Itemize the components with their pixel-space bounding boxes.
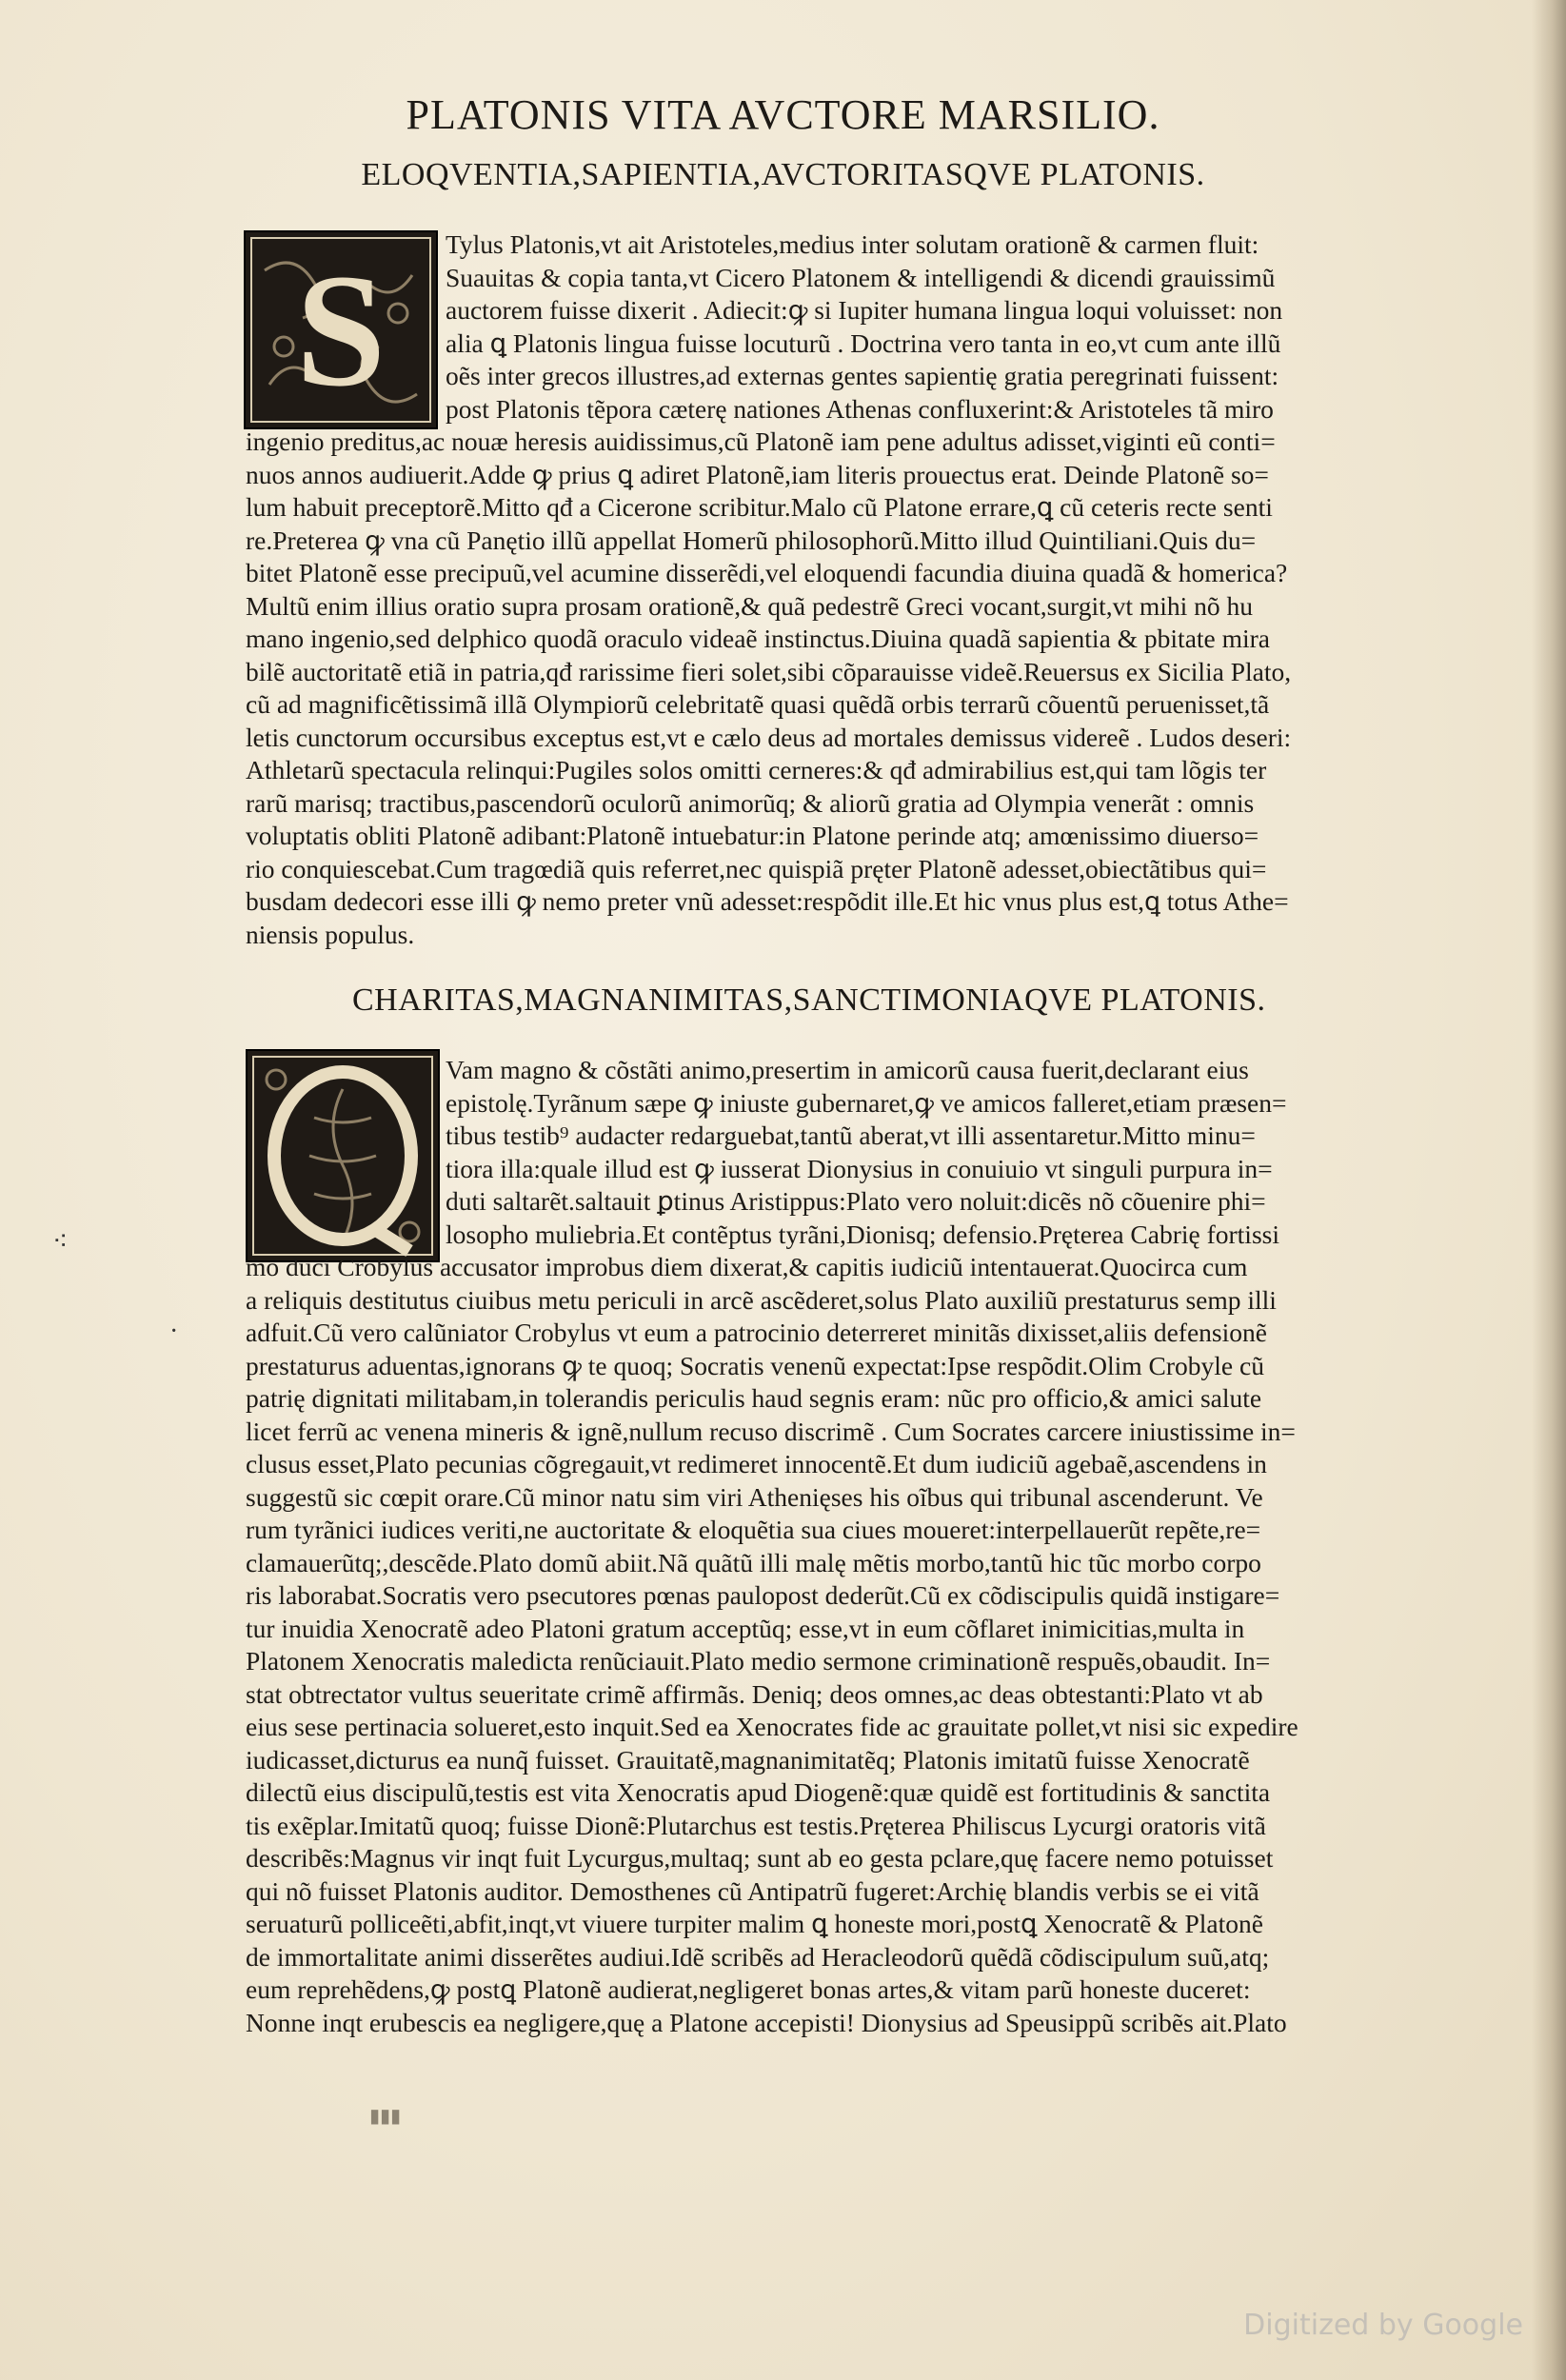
- text-line: voluptatis obliti Platonẽ adibant:Platonẽ intuebatur:in Platone perinde atq; amœnissimo diuerso=: [246, 821, 1259, 850]
- page-edge-shadow: [1532, 0, 1566, 2380]
- text-line: dilectũ eius discipulũ,testis est vita Xenocratis apud Diogenẽ:quæ quidẽ est fortitudinis & sanctita: [246, 1777, 1271, 1807]
- text-line: auctorem fuisse dixerit . Adiecit:ꝙ si Iupiter humana lingua loqui voluisset: non: [446, 295, 1283, 325]
- digitization-watermark: Digitized by Google: [1243, 2309, 1523, 2342]
- text-line: Tylus Platonis,vt ait Aristoteles,medius inter solutam orationẽ & carmen fluit:: [446, 229, 1259, 259]
- text-line: ingenio preditus,ac nouæ heresis auidissimus,cũ Platonẽ iam pene adultus adisset,viginti eũ conti=: [246, 426, 1276, 456]
- text-line: nuos annos audiuerit.Adde ꝙ prius ꝗ adiret Platonẽ,iam literis prouectus erat. Deinde Platonẽ so=: [246, 459, 1269, 489]
- text-line: tibus testib⁹ audacter redarguebat,tantũ aberat,vt illi assentaretur.Mitto minu=: [446, 1121, 1256, 1150]
- text-line: clusus esset,Plato pecunias cõgregauit,vt redimeret innocentẽ.Et dum iudiciũ agebaẽ,ascendens in: [246, 1449, 1267, 1478]
- text-line: Suauitas & copia tanta,vt Cicero Platonem & intelligendi & dicendi grauissimũ: [446, 262, 1276, 292]
- text-line: mo duci Crobylus accusator improbus diem dixerat,& capitis iudiciũ intentauerat.Quocirca cum: [246, 1252, 1248, 1281]
- text-line: rum tyrãnici iudices veriti,ne auctoritate & eloquẽtia sua ciues moueret:interpellauerũt repẽte,re=: [246, 1515, 1261, 1544]
- text-line: tur inuidia Xenocratẽ adeo Platoni gratum acceptũq; esse,vt in eum cõflaret inimicitias,multa in: [246, 1613, 1245, 1643]
- text-line: eius sese pertinacia solueret,esto inquit.Sed ea Xenocrates fide ac grauitate pollet,vt nisi sic expedire: [246, 1712, 1298, 1741]
- ink-smudge: ⁖: [52, 1227, 69, 1257]
- text-line: eum reprehẽdens,ꝙ postꝗ Platonẽ audierat,negligeret bonas artes,& vitam parũ honeste duceret:: [246, 1974, 1251, 2004]
- section-body-charitas: [246, 1054, 1331, 2039]
- section-body-eloquentia: [246, 228, 1331, 951]
- text-line: adfuit.Cũ vero calũniator Crobylus vt eum a patrocinio deterreret minitãs dixisset,aliis defensionẽ: [246, 1318, 1267, 1347]
- text-line: oẽs inter grecos illustres,ad externas gentes sapientię gratia peregrinati fuissent:: [446, 361, 1279, 390]
- text-line: Multũ enim illius oratio supra prosam orationẽ,& quã pedestrẽ Greci vocant,surgit,vt mihi nõ hu: [246, 590, 1254, 621]
- text-line: rio conquiescebat.Cum tragœdiã quis referret,nec quispiã pręter Platonẽ adesset,obiectãtibus qui=: [246, 853, 1267, 883]
- text-line: epistolę.Tyrãnum sæpe ꝙ iniuste gubernaret,ꝙ ve amicos falleret,etiam præsen=: [446, 1087, 1287, 1118]
- page-title: PLATONIS VITA AVCTORE MARSILIO.: [406, 91, 1160, 138]
- text-line: Nonne inqt erubescis ea negligere,quę a Platone accepisti! Dionysius ad Speusippũ scribẽs ait.Plato: [246, 2007, 1287, 2037]
- text-line: licet ferrũ ac venena mineris & ignẽ,nullum recuso discrimẽ . Cum Socrates carcere iniustissime in=: [246, 1416, 1296, 1446]
- text-line: clamauerũtq;,descẽde.Plato domũ abiit.Nã quãtũ illi malę mẽtis morbo,tantũ hic tũc morbo corpo: [246, 1547, 1261, 1577]
- text-line: niensis populus.: [246, 919, 415, 949]
- text-line: re.Preterea ꝙ vna cũ Panętio illũ appellat Homerũ philosophorũ.Mitto illud Quintiliani.Quis du=: [246, 525, 1257, 555]
- text-line: rarũ marisq; tractibus,pascendorũ oculorũ animorũq; & aliorũ gratia ad Olympia venerãt : omnis: [246, 787, 1255, 818]
- text-line: busdam dedecori esse illi ꝙ nemo preter vnũ adesset:respõdit ille.Et hic vnus plus est,ꝗ totus Athe=: [246, 886, 1289, 916]
- svg-text:S: S: [295, 241, 387, 420]
- text-line: de immortalitate animi disserẽtes audiui.Idẽ scribẽs ad Heracleodorũ quẽdã cõdiscipulum suũ,atq;: [246, 1941, 1270, 1972]
- bleed-through-mark: ▮▮▮: [369, 2106, 402, 2127]
- text-line: seruaturũ polliceẽti,abfit,inqt,vt viuere turpiter malim ꝗ honeste mori,postꝗ Xenocratẽ & Platonẽ: [246, 1909, 1263, 1938]
- text-line: Platonem Xenocratis maledicta renũciauit.Plato medio sermone criminationẽ respuẽs,obaudit. In=: [246, 1646, 1271, 1676]
- text-line: a reliquis destitutus ciuibus metu periculi in arcẽ ascẽderet,solus Plato auxiliũ prestaturus semp illi: [246, 1284, 1277, 1315]
- text-line: qui nõ fuisset Platonis auditor. Demosthenes cũ Antipatrũ fugeret:Archię blandis verbis se ei vitã: [246, 1875, 1259, 1906]
- text-line: letis cunctorum occursibus exceptus est,vt e cælo deus ad mortales demissus videreẽ . Ludos deseri:: [246, 722, 1292, 752]
- text-line: prestaturus aduentas,ignorans ꝙ te quoq; Socratis venenũ expectat:Ipse respõdit.Olim Crobyle cũ: [246, 1350, 1264, 1380]
- text-line: losopho muliebria.Et contẽptus tyrãni,Dionisq; defensio.Pręterea Cabrię fortissi: [446, 1219, 1279, 1249]
- text-line: tis exẽplar.Imitatũ quoq; fuisse Dionẽ:Plutarchus est testis.Pręterea Philiscus Lycurgi oratoris vitã: [246, 1810, 1266, 1840]
- text-line: iudicasset,dicturus ea nunq̃ fuisset. Grauitatẽ,magnanimitatẽq; Platonis imitatũ fuisse Xenocratẽ: [246, 1744, 1250, 1775]
- text-line: describẽs:Magnus vir inqt fuit Lycurgus,multaq; sunt ab eo gesta pclare,quę facere nemo potuisset: [246, 1843, 1274, 1873]
- section-heading-charitas: CHARITAS,MAGNANIMITAS,SANCTIMONIAQVE PLATONIS.: [352, 982, 1266, 1018]
- text-line: Vam magno & cõstãti animo,presertim in amicorũ causa fuerit,declarant eius: [446, 1055, 1249, 1084]
- text-line: duti saltarẽt.saltauit ꝑtinus Aristippus:Plato vero noluit:dicẽs nõ cõuenire phi=: [446, 1186, 1266, 1216]
- text-line: post Platonis tẽpora cæterę nationes Athenas confluxerint:& Aristoteles tã miro: [446, 393, 1274, 424]
- text-line: lum habuit preceptorẽ.Mitto qđ a Cicerone scribitur.Malo cũ Platone errare,ꝗ cũ ceteris recte senti: [246, 492, 1273, 522]
- ink-smudge: ·: [169, 1317, 179, 1346]
- text-line: bitet Platonẽ esse precipuũ,vel acumine disserẽdi,vel eloquendi facundia diuina quadã & homerica?: [246, 558, 1288, 587]
- text-line: ris laborabat.Socratis vero psecutores pœnas paulopost dederũt.Cũ ex cõdiscipulis quidã instigare=: [246, 1580, 1280, 1610]
- text-line: patrię dignitati militabam,in tolerandis periculis haud segnis eram: nũc pro officio,& amici salute: [246, 1383, 1262, 1413]
- text-line: stat obtrectator vultus seueritate crimẽ affirmãs. Deniq; deos omnes,ac deas obtestanti:Plato vt ab: [246, 1678, 1263, 1709]
- text-line: mano ingenio,sed delphico quodã oraculo videaẽ instinctus.Diuina quadã sapientia & pbitate mira: [246, 624, 1271, 653]
- text-line: alia ꝗ Platonis lingua fuisse locuturũ . Doctrina vero tanta in eo,vt cum ante illũ: [446, 327, 1281, 358]
- text-line: tiora illa:quale illud est ꝙ iusserat Dionysius in conuiuio vt singuli purpura in=: [446, 1153, 1273, 1183]
- text-line: suggestũ sic cœpit orare.Cũ minor natu sim viri Athenięses his oĩbus qui tribunal ascenderunt. Ve: [246, 1481, 1263, 1512]
- text-line: Athletarũ spectacula relinqui:Pugiles solos omitti cerneres:& qđ admirabilius est,qui tam lõgis ter: [246, 755, 1267, 784]
- section-heading-eloquentia: ELOQVENTIA,SAPIENTIA,AVCTORITASQVE PLATONIS.: [361, 157, 1205, 192]
- text-line: bilẽ auctoritatẽ etiã in patria,qđ rarissime fieri solet,sibi cõparauisse videẽ.Reuersus ex Sicilia Plato,: [246, 656, 1292, 686]
- text-line: cũ ad magnificẽtissimã illã Olympiorũ celebritatẽ quasi quẽdã orbis terrarũ cõuentũ peruenisset,tã: [246, 689, 1270, 719]
